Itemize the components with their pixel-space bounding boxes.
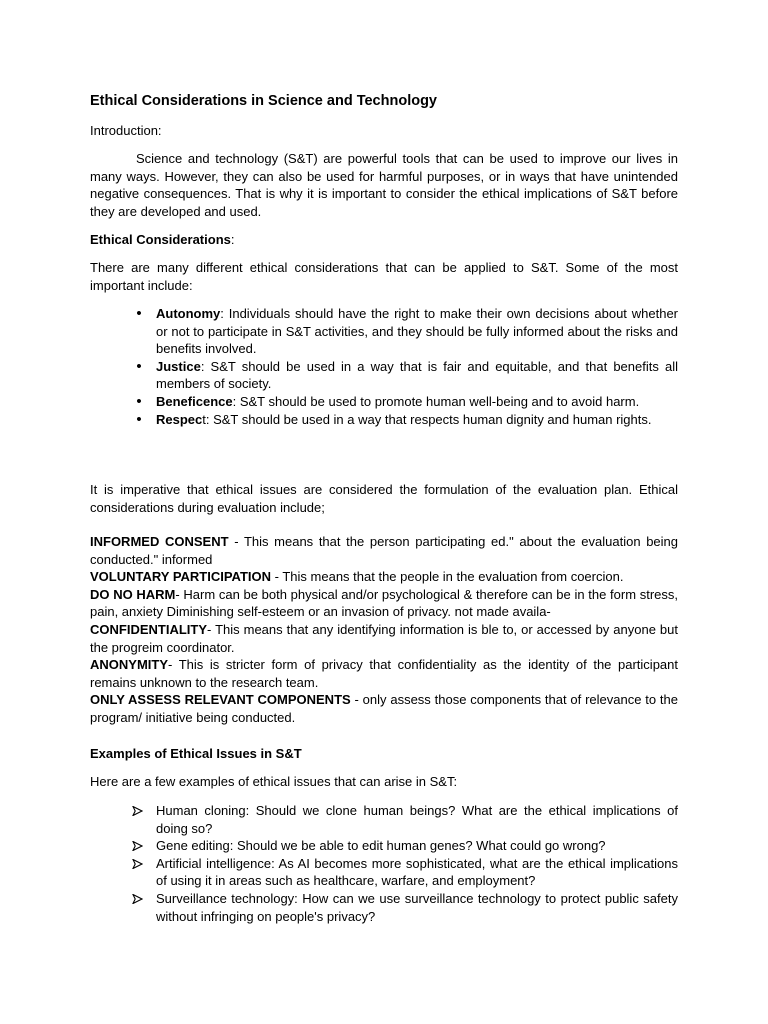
definition-item xyxy=(90,691,678,726)
definition-text: - This means that the person participating ed." about the evaluation being conducted." informed xyxy=(90,534,679,567)
principle-term: Autonomy xyxy=(156,306,221,321)
examples-intro-paragraph: Here are a few examples of ethical issues that can arise in S&T: xyxy=(90,774,458,789)
principle-text: : Individuals should have the right to make their own decisions about whether or not to participate in S&T activities, and they should be fully informed about the risks and benefits involved. xyxy=(156,306,678,357)
list-item xyxy=(156,890,678,925)
list-item xyxy=(156,837,678,855)
definition-term: ANONYMITY xyxy=(90,657,168,673)
arrow-bullet-icon xyxy=(132,802,146,816)
principle-term: Justice xyxy=(156,358,201,374)
definition-text: - This means that the people in the evaluation from coercion. xyxy=(271,569,624,585)
arrow-bullet-icon xyxy=(132,837,146,851)
definition-text: - This means that any identifying information is ble to, or accessed by anyone but the progreim coordinator. xyxy=(90,621,678,655)
principle-term: Beneficence xyxy=(156,393,233,409)
intro-label: Introduction: xyxy=(90,123,162,138)
principle-text: : S&T should be used to promote human well-being and to avoid harm. xyxy=(232,393,640,409)
ethics-heading xyxy=(90,231,678,249)
definition-text: - This is stricter form of privacy that confidentiality as the identity of the participant remains unknown to the research team. xyxy=(90,657,678,690)
list-item xyxy=(136,392,678,411)
definition-term: VOLUNTARY PARTICIPATION xyxy=(90,569,272,585)
intro-paragraph: Science and technology (S&T) are powerful tools that can be used to improve our lives in many ways. However, they can also be used for harmful purposes, or in ways that have unintended negative consequences. That is why it is important to consider the ethical implications of S&T before they are developed and used. xyxy=(90,151,678,219)
bullet-icon: • xyxy=(136,305,142,322)
definition-text: - only assess those components that of relevance to the program/ initiative being conducted. xyxy=(90,692,678,725)
principle-text: : S&T should be used in a way that is fair and equitable, and that benefits all members of society. xyxy=(156,358,678,392)
definition-term: DO NO HARM xyxy=(90,586,176,602)
definition-text: - Harm can be both physical and/or psychological & therefore can be in the form stress, pain, anxiety Diminishing self-esteem or an invasion of privacy. not made availa- xyxy=(90,586,678,620)
example-text: Human cloning: Should we clone human beings? What are the ethical implications of doing so? xyxy=(156,803,678,836)
example-text: Surveillance technology: How can we use surveillance technology to protect public safety without infringing on people's privacy? xyxy=(156,890,678,924)
definition-term: CONFIDENTIALITY xyxy=(90,621,207,637)
principle-term: Respec xyxy=(156,411,203,427)
definition-item xyxy=(90,533,678,568)
examples-heading: Examples of Ethical Issues in S&T xyxy=(90,746,302,761)
example-text: Artificial intelligence: As AI becomes more sophisticated, what are the ethical implications of using it in areas such as healthcare, warfare, and employment? xyxy=(156,855,678,889)
principle-text: t: S&T should be used in a way that respects human dignity and human rights. xyxy=(202,411,652,427)
list-item xyxy=(136,357,678,393)
definition-item xyxy=(90,656,678,691)
definition-item xyxy=(90,621,678,656)
definition-item xyxy=(90,586,678,621)
principles-list xyxy=(136,305,678,428)
bullet-icon: • xyxy=(136,392,142,410)
arrow-bullet-icon xyxy=(132,855,146,869)
evaluation-intro-paragraph: It is imperative that ethical issues are considered the formulation of the evaluation plan. Ethical considerations during evaluation include; xyxy=(90,482,678,515)
document-title: Ethical Considerations in Science and Technology xyxy=(90,93,437,109)
list-item xyxy=(136,305,678,358)
ethics-heading-colon: : xyxy=(230,232,235,247)
definitions-list xyxy=(90,533,678,727)
definition-term: ONLY ASSESS RELEVANT COMPONENTS xyxy=(90,692,351,708)
definition-item xyxy=(90,568,678,586)
bullet-icon: • xyxy=(136,410,142,428)
examples-list xyxy=(156,802,678,925)
ethics-intro-paragraph: There are many different ethical considerations that can be applied to S&T. Some of the most important include: xyxy=(90,260,678,293)
bullet-icon: • xyxy=(136,357,142,375)
list-item xyxy=(156,855,678,890)
list-item xyxy=(156,802,678,837)
definition-term: INFORMED CONSENT xyxy=(90,534,229,549)
list-item xyxy=(136,410,678,429)
arrow-bullet-icon xyxy=(132,890,146,904)
ethics-heading-text: Ethical Considerations xyxy=(90,232,231,247)
example-text: Gene editing: Should we be able to edit human genes? What could go wrong? xyxy=(156,838,606,854)
